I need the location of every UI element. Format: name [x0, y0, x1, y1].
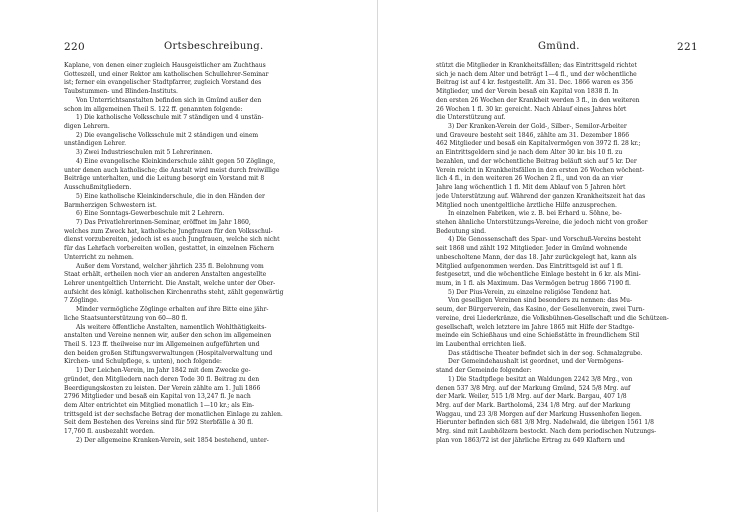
text-line: Kirchen- und Schulpflege, s. unten), noch folgende: — [64, 358, 222, 366]
text-line: die Unterstützung auf. — [436, 114, 506, 122]
text-line: ist; ferner ein evangelischer Stadtpfarrer, zugleich Vorstand des — [64, 79, 262, 87]
text-line: Von Unterrichtsanstalten befinden sich in Gmünd außer den — [76, 96, 262, 104]
text-line: 1) Der Leichen-Verein, im Jahr 1842 mit dem Zwecke ge- — [76, 367, 251, 375]
text-line: stehen ähnliche Unterstützungs-Vereine, die jedoch nicht von großer — [436, 218, 648, 226]
text-line: stützt die Mitglieder in Krankheitsfällen; das Eintrittsgeld richtet — [436, 62, 637, 69]
text-line: 1) Die katholische Volksschule mit 7 ständigen und 4 unstän- — [76, 114, 264, 122]
text-line: den beiden großen Stiftungsverwaltungen (Hospitalverwaltung und — [64, 349, 273, 357]
text-line: unständigen Lehrer. — [64, 140, 126, 148]
text-line: Hierunter befinden sich 681 3/8 Mrg. Nadelwald, die übrigen 1561 1/8 — [436, 419, 654, 427]
text-line: festgesetzt, und die wöchentliche Einlage besteht in 6 kr. als Mini- — [436, 271, 641, 279]
text-line: Verein reicht in Krankheitsfällen in den ersten 26 Wochen wöchent- — [436, 166, 645, 174]
text-line: Kaplane, von denen einer zugleich Hausgeistlicher am Zuchthaus — [64, 62, 266, 69]
running-head: Ortsbeschreibung. — [164, 41, 264, 52]
text-line: dienst vorzubereiten, jedoch ist es auch Jungfrauen, welche sich nicht — [64, 236, 280, 244]
text-line: Von geselligen Vereinen sind besonders zu nennen: das Mu- — [448, 297, 633, 305]
text-line: seum, der Bürgerverein, das Kasino, der Gesellenverein, zwei Turn- — [436, 306, 645, 314]
text-line: sich je nach dem Alter und beträgt 1—4 fl., und der wöchentliche — [436, 70, 637, 78]
text-line: Mitglied noch unentgeltliche ärztliche Hilfe anzusprechen. — [436, 201, 617, 209]
text-line: den ersten 26 Wochen der Krankheit werden 3 fl., in den weiteren — [436, 96, 640, 104]
page-number: 221 — [677, 41, 698, 53]
text-line: Jahre lang wöchentlich 1 fl. Mit dem Ablauf von 5 Jahren hört — [436, 184, 626, 192]
text-line: Lehrer unentgeltlich Unterricht. Die Anstalt, welche unter der Ober- — [64, 279, 276, 287]
text-line: liche Staatsunterstützung von 60—80 fl. — [64, 314, 188, 322]
page-number: 220 — [64, 41, 85, 53]
text-line: Beiträge unterhalten, und die Leitung besorgt ein Vorstand mit 8 — [64, 175, 265, 183]
text-line: plan von 1863/72 ist der jährliche Ertrag zu 649 Klaftern und — [436, 436, 625, 444]
text-line: aufsicht des königl. katholischen Kirchenraths steht, zählt gegenwärtig — [64, 288, 284, 296]
text-line: an Eintrittsgeldern sind je nach dem Alter 30 kr. bis 10 fl. zu — [436, 149, 623, 157]
text-line: gründet, den Mitgliedern nach deren Tode 30 fl. Beitrag zu den — [64, 375, 260, 383]
text-line: trittsgeld ist der sechsfache Betrag der monatlichen Einlage zu zahlen. — [64, 410, 283, 418]
text-line: 26 Wochen 1 fl. 30 kr. gereicht. Nach Ablauf eines Jahres hört — [436, 105, 627, 113]
text-line: Beitrag ist auf 4 kr. festgestellt. Am 31. Dec. 1866 waren es 356 — [436, 79, 634, 87]
text-line: Mrg. sind mit Laubhölzern bestockt. Nach dem periodischen Nutzungs- — [436, 428, 657, 436]
text-line: Seit dem Bestehen des Vereins sind für 592 Sterbfälle à 30 fl. — [64, 419, 254, 427]
text-line: In einzelnen Fabriken, wie z. B. bei Erhard u. Söhne, be- — [448, 210, 622, 218]
text-line: jede Unterstützung auf. Während der ganzen Krankheitszeit hat das — [436, 192, 646, 200]
text-line: Bedeutung sind. — [436, 227, 487, 235]
text-line: unbescholtene Mann, der das 18. Jahr zurückgelegt hat, kann als — [436, 253, 637, 261]
text-line: 2) Der allgemeine Kranken-Verein, seit 1854 bestehend, unter- — [76, 436, 269, 444]
running-head: Gmünd. — [538, 41, 580, 52]
text-line: 3) Zwei Industrieschulen mit 5 Lehrerinnen. — [76, 149, 213, 157]
text-line: 7) Das Privatlehrerinnen-Seminar, eröffnet im Jahr 1860, — [76, 218, 251, 226]
text-line: stand der Gemeinde folgender: — [436, 367, 532, 375]
text-line: denen 537 3/8 Mrg. auf der Markung Gmünd, 524 5/8 Mrg. auf — [436, 384, 631, 392]
text-line: bezahlen, und der wöchentliche Beitrag beläuft sich auf 5 kr. Der — [436, 157, 637, 165]
text-line: Theil S. 123 ff. theilweise nur im Allgemeinen aufgeführten und — [64, 341, 260, 348]
text-line: Beerdigungskosten zu leisten. Der Verein zählte am 1. Juli 1866 — [64, 384, 261, 392]
text-line: Das städtische Theater befindet sich in der sog. Schmalzgrube. — [448, 349, 643, 357]
text-line: vereine, drei Liederkränze, die Volksbühnen-Gesellschaft und die Schützen- — [436, 314, 669, 322]
text-line: 4) Eine evangelische Kleinkinderschule zählt gegen 50 Zöglinge, — [76, 157, 276, 165]
text-line: Der Gemeindehaushalt ist geordnet, und der Vermögens- — [448, 358, 624, 366]
text-line: 2796 Mitglieder und besaß ein Kapital von 13,247 fl. Je nach — [64, 393, 251, 401]
text-line: für das Lehrfach vorbereiten wollen, gestattet, in einzelnen Fächern — [64, 245, 274, 253]
text-line: Minder vermögliche Zöglinge erhalten auf ihre Bitte eine jähr- — [76, 306, 269, 314]
text-line: 4) Die Genossenschaft des Spar- und Vorschuß-Vereins besteht — [448, 236, 642, 244]
text-line: 5) Der Pius-Verein, zu einzelne religiöse Tendenz hat. — [448, 288, 612, 296]
text-line: digen Lehrern. — [64, 123, 110, 131]
text-line: Mitglied aufgenommen werden. Das Eintrittsgeld ist auf 1 fl. — [436, 262, 623, 270]
text-line: 3) Der Kranken-Verein der Gold-, Silber-, Semilor-Arbeiter — [448, 123, 627, 131]
text-line: schon im allgemeinen Theil S. 122 ff. genannten folgende: — [64, 105, 243, 113]
text-line: 2) Die evangelische Volksschule mit 2 ständigen und einem — [76, 131, 259, 139]
text-line: dem Alter entrichtet ein Mitglied monatlich 1—10 kr.; als Ein- — [64, 402, 255, 410]
text-line: mum, in 1 fl. als Maximum. Das Vermögen betrug 1866 7190 fl. — [436, 279, 631, 287]
text-line: Ausschußmitgliedern. — [64, 184, 132, 192]
text-line: Unterricht zu nehmen. — [64, 253, 134, 261]
text-line: Taubstummen- und Blinden-Instituts. — [64, 88, 178, 96]
text-line: Mrg. auf der Mark. Bartholomä, 234 1/8 Mrg. auf der Markung — [436, 402, 631, 410]
text-line: und Graveure besteht seit 1846, zählte am 31. Dezember 1866 — [436, 131, 630, 139]
text-line: 5) Eine katholische Kleinkinderschule, die in den Händen der — [76, 192, 265, 200]
text-line: seit 1868 und zählt 192 Mitglieder. Jeder in Gmünd wohnende — [436, 245, 628, 253]
text-line: meinde ein Schießhaus und eine Schießstätte in freundlichem Stil — [436, 332, 640, 340]
text-line: Staat erhält, ertheilen noch vier an anderen Anstalten angestellte — [64, 271, 267, 279]
text-line: gesellschaft, welch letztere im Jahre 1865 mit Hilfe der Stadtge- — [436, 323, 635, 331]
text-line: Außer dem Vorstand, welcher jährlich 235 fl. Belohnung vom — [76, 262, 264, 270]
text-line: 462 Mitglieder und besaß ein Kapitalvermögen von 3972 fl. 28 kr.; — [436, 140, 641, 148]
text-line: Gotteszell, und einer Rektor am katholischen Schullehrer-Seminar — [64, 70, 269, 78]
right-page — [378, 0, 756, 512]
text-line: lich 4 fl., in den weiteren 26 Wochen 2 fl., und von da an vier — [436, 175, 624, 183]
text-line: 1) Die Stadtpflege besitzt an Waldungen 2242 3/8 Mrg., von — [448, 375, 633, 383]
text-line: 17,760 fl. ausbezahlt worden. — [64, 428, 155, 436]
text-line: 7 Zöglinge. — [64, 297, 99, 305]
right-page-body — [436, 62, 698, 446]
text-line: welches zum Zweck hat, katholische Jungfrauen für den Volksschul- — [64, 227, 273, 235]
text-line: anstalten und Vereine nennen wir, außer den schon im allgemeinen — [64, 332, 272, 340]
left-page-header — [64, 40, 334, 54]
right-page-header — [436, 40, 698, 54]
text-line: Als weitere öffentliche Anstalten, namentlich Wohlthätigkeits- — [76, 323, 267, 331]
text-line: Barmherzigen Schwestern ist. — [64, 201, 157, 209]
left-page-body — [64, 62, 336, 446]
text-line: der Mark. Weiler, 515 1/8 Mrg. auf der Mark. Bargau, 407 1/8 — [436, 393, 627, 401]
text-line: Waggau, und 23 3/8 Morgen auf der Markung Hussenhofen liegen. — [436, 410, 642, 418]
text-line: 6) Eine Sonntags-Gewerbeschule mit 2 Lehrern. — [76, 210, 225, 218]
text-line: unter denen auch katholische; die Anstalt wird meist durch freiwillige — [64, 166, 280, 174]
text-line: im Laubenthal errichten ließ. — [436, 341, 527, 348]
text-line: Mitglieder, und der Verein besaß ein Kapital von 1838 fl. In — [436, 88, 619, 96]
